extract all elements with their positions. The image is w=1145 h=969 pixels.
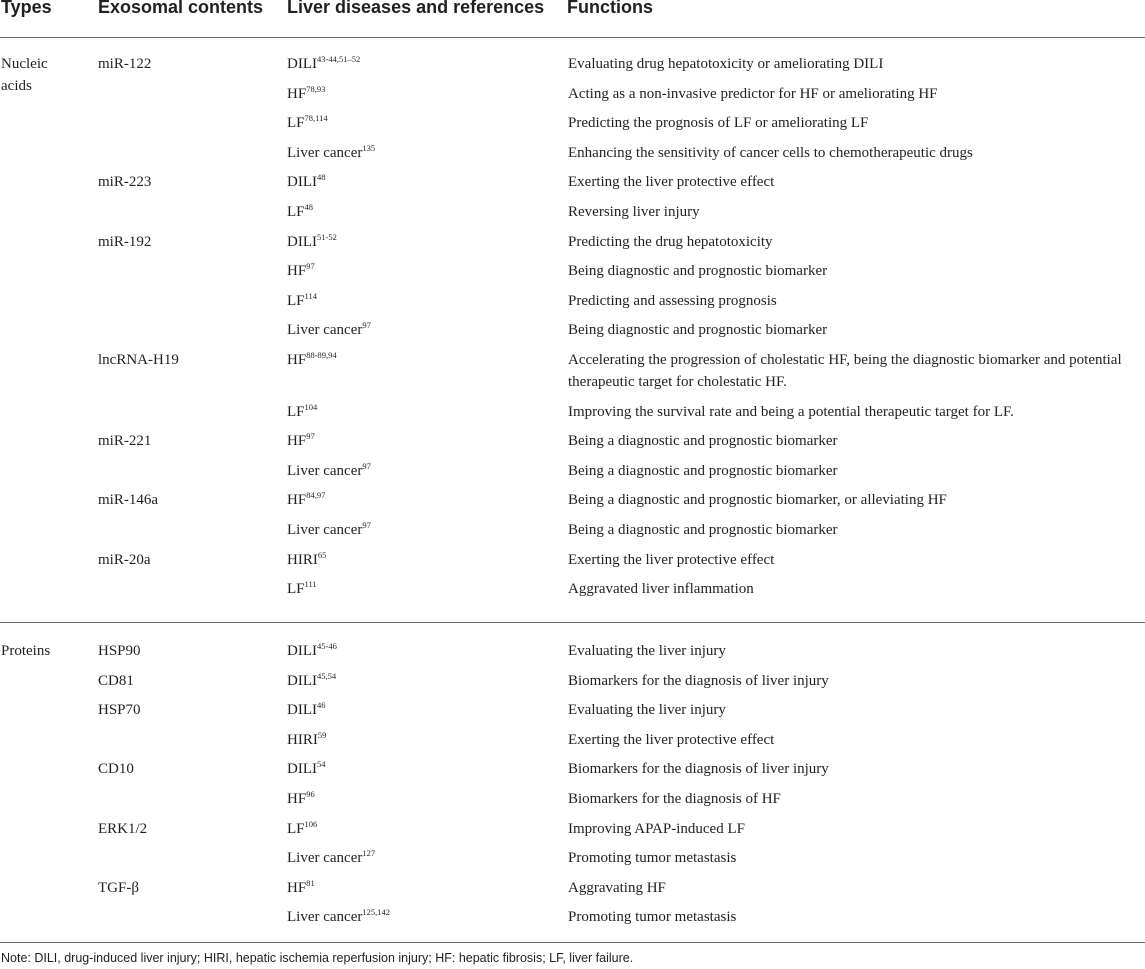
function-text: Exerting the liver protective effect bbox=[568, 731, 775, 748]
disease-name: DILI bbox=[287, 233, 317, 250]
reference-numbers: 104 bbox=[304, 401, 318, 412]
function-text: Biomarkers for the diagnosis of liver injury bbox=[568, 672, 829, 689]
function-text: Exerting the liver protective effect bbox=[568, 174, 775, 191]
reference-numbers: 106 bbox=[304, 818, 318, 829]
function-text: Being a diagnostic and prognostic biomarker, or alleviating HF bbox=[568, 492, 947, 509]
function-text: Evaluating the liver injury bbox=[568, 702, 726, 719]
liver-disease bbox=[287, 231, 337, 253]
liver-disease bbox=[287, 319, 371, 341]
disease-name: HIRI bbox=[287, 731, 318, 748]
liver-disease bbox=[287, 670, 336, 692]
liver-disease bbox=[287, 112, 328, 134]
function-text: Promoting tumor metastasis bbox=[568, 850, 737, 867]
reference-numbers: 78,93 bbox=[306, 83, 326, 94]
function-text: Improving the survival rate and being a potential therapeutic target for LF. bbox=[568, 403, 1014, 420]
function-text: Being diagnostic and prognostic biomarker bbox=[568, 322, 828, 339]
reference-numbers: 96 bbox=[306, 789, 315, 799]
disease-name: Liver cancer bbox=[287, 322, 363, 339]
reference-numbers: 48 bbox=[317, 172, 326, 183]
disease-name: HF bbox=[287, 85, 307, 102]
liver-disease bbox=[287, 290, 317, 312]
reference-numbers: 43-44,51–52 bbox=[317, 54, 361, 64]
exosomal-content: CD10 bbox=[98, 761, 134, 778]
function-text: Improving APAP-induced LF bbox=[568, 820, 745, 837]
reference-numbers: 65 bbox=[317, 549, 327, 560]
function-text: Evaluating drug hepatotoxicity or ameliorating DILI bbox=[568, 56, 884, 72]
exosomal-content: HSP90 bbox=[98, 643, 141, 659]
disease-name: HF bbox=[287, 879, 307, 896]
disease-name: HF bbox=[287, 492, 307, 509]
reference-numbers: 88-89,94 bbox=[306, 350, 337, 360]
header-liver-diseases: Liver diseases and references bbox=[287, 0, 545, 17]
liver-disease bbox=[287, 640, 337, 662]
liver-disease bbox=[287, 349, 337, 371]
disease-name: Liver cancer bbox=[287, 850, 363, 867]
type-label: Proteins bbox=[1, 643, 51, 659]
liver-disease bbox=[287, 877, 315, 899]
liver-disease bbox=[287, 489, 325, 511]
exosomal-content: miR-221 bbox=[98, 433, 152, 450]
disease-name: Liver cancer bbox=[287, 462, 363, 479]
disease-name: LF bbox=[287, 403, 305, 420]
liver-disease bbox=[287, 171, 326, 193]
exosomal-content: miR-122 bbox=[98, 56, 152, 72]
disease-name: LF bbox=[287, 204, 305, 220]
liver-disease bbox=[287, 729, 326, 751]
table-header bbox=[0, 0, 1145, 38]
liver-disease bbox=[287, 142, 375, 164]
liver-disease bbox=[287, 788, 315, 810]
reference-numbers: 97 bbox=[362, 520, 371, 530]
exosomal-content: HSP70 bbox=[98, 702, 141, 719]
header-exosomal-contents: Exosomal contents bbox=[98, 0, 264, 17]
function-text: Being a diagnostic and prognostic biomarker bbox=[568, 462, 838, 479]
function-text: Enhancing the sensitivity of cancer cells to chemotherapeutic drugs bbox=[568, 144, 973, 161]
header-types: Types bbox=[1, 0, 52, 17]
reference-numbers: 45,54 bbox=[317, 670, 337, 681]
function-text: Biomarkers for the diagnosis of liver injury bbox=[568, 761, 829, 778]
reference-numbers: 45-46 bbox=[317, 641, 337, 651]
function-text: Exerting the liver protective effect bbox=[568, 551, 775, 568]
reference-numbers: 135 bbox=[362, 142, 376, 153]
exosomal-content: CD81 bbox=[98, 672, 134, 689]
reference-numbers: 84,97 bbox=[306, 490, 326, 501]
exosomal-content: miR-146a bbox=[98, 492, 158, 509]
disease-name: DILI bbox=[287, 672, 317, 689]
disease-name: HIRI bbox=[287, 551, 318, 568]
disease-name: LF bbox=[287, 115, 305, 132]
disease-name: HF bbox=[287, 263, 307, 280]
function-text: Predicting and assessing prognosis bbox=[568, 292, 777, 309]
function-text: Being a diagnostic and prognostic biomarker bbox=[568, 522, 838, 538]
liver-disease bbox=[287, 201, 313, 223]
function-text: Aggravated liver inflammation bbox=[568, 581, 754, 598]
reference-numbers: 97 bbox=[306, 261, 315, 272]
reference-numbers: 54 bbox=[317, 759, 326, 770]
reference-numbers: 48 bbox=[304, 202, 314, 212]
liver-disease bbox=[287, 430, 315, 452]
exosomal-content: ERK1/2 bbox=[98, 820, 148, 837]
disease-name: LF bbox=[287, 820, 305, 837]
function-text: Predicting the drug hepatotoxicity bbox=[568, 233, 773, 250]
exosomal-content: miR-20a bbox=[98, 551, 151, 568]
header-functions: Functions bbox=[567, 0, 653, 17]
function-text: Predicting the prognosis of LF or ameliorating LF bbox=[568, 115, 869, 132]
liver-disease bbox=[287, 401, 317, 423]
function-text: Evaluating the liver injury bbox=[568, 643, 726, 659]
function-text: Aggravating HF bbox=[568, 879, 666, 896]
reference-numbers: 127 bbox=[362, 848, 376, 859]
liver-disease bbox=[287, 847, 375, 869]
reference-numbers: 97 bbox=[306, 431, 315, 442]
liver-disease bbox=[287, 699, 326, 721]
function-text: Being diagnostic and prognostic biomarker bbox=[568, 263, 828, 280]
disease-name: Liver cancer bbox=[287, 144, 363, 161]
liver-disease bbox=[287, 83, 325, 105]
disease-name: HF bbox=[287, 433, 307, 450]
reference-numbers: 78,114 bbox=[304, 113, 328, 124]
exosomal-content: miR-223 bbox=[98, 174, 152, 191]
liver-disease bbox=[287, 53, 360, 75]
disease-name: DILI bbox=[287, 56, 317, 72]
function-text: Biomarkers for the diagnosis of HF bbox=[568, 791, 781, 807]
liver-disease bbox=[287, 758, 326, 780]
function-text: Being a diagnostic and prognostic biomarker bbox=[568, 433, 838, 450]
function-text: Promoting tumor metastasis bbox=[568, 909, 737, 926]
reference-numbers: 111 bbox=[304, 579, 317, 590]
reference-numbers: 125,142 bbox=[362, 907, 390, 918]
exosomal-content: TGF-β bbox=[98, 879, 139, 896]
table-bottom-rule bbox=[0, 942, 1145, 943]
liver-disease bbox=[287, 460, 371, 482]
reference-numbers: 81 bbox=[306, 877, 315, 888]
function-text: Accelerating the progression of cholestatic HF, being the diagnostic biomarker and potential therapeutic target for cholestatic HF. bbox=[568, 352, 1122, 390]
reference-numbers: 97 bbox=[362, 460, 371, 471]
liver-disease bbox=[287, 549, 326, 571]
exosomal-content: lncRNA-H19 bbox=[98, 352, 179, 368]
disease-name: HF bbox=[287, 791, 307, 807]
liver-disease bbox=[287, 906, 390, 928]
liver-disease bbox=[287, 578, 317, 600]
table-note: Note: DILI, drug-induced liver injury; HIRI, hepatic ischemia reperfusion injury; HF: hepatic fibrosis; LF, liver failure. bbox=[1, 951, 634, 965]
disease-name: DILI bbox=[287, 761, 317, 778]
reference-numbers: 97 bbox=[362, 320, 371, 331]
disease-name: HF bbox=[287, 352, 307, 368]
liver-disease bbox=[287, 260, 315, 282]
reference-numbers: 59 bbox=[317, 729, 327, 740]
liver-disease bbox=[287, 519, 371, 541]
type-label: Nucleic acids bbox=[1, 56, 48, 94]
disease-name: DILI bbox=[287, 174, 317, 191]
liver-disease bbox=[287, 818, 317, 840]
exosomal-content: miR-192 bbox=[98, 233, 152, 250]
disease-name: DILI bbox=[287, 702, 317, 719]
disease-name: Liver cancer bbox=[287, 522, 363, 538]
disease-name: LF bbox=[287, 292, 305, 309]
function-text: Reversing liver injury bbox=[568, 204, 700, 220]
reference-numbers: 51-52 bbox=[317, 231, 337, 242]
reference-numbers: 46 bbox=[317, 700, 326, 711]
reference-numbers: 114 bbox=[304, 290, 317, 301]
group-divider bbox=[0, 622, 1145, 623]
disease-name: DILI bbox=[287, 643, 317, 659]
function-text: Acting as a non-invasive predictor for HF or ameliorating HF bbox=[568, 85, 938, 102]
disease-name: LF bbox=[287, 581, 305, 598]
disease-name: Liver cancer bbox=[287, 909, 363, 926]
